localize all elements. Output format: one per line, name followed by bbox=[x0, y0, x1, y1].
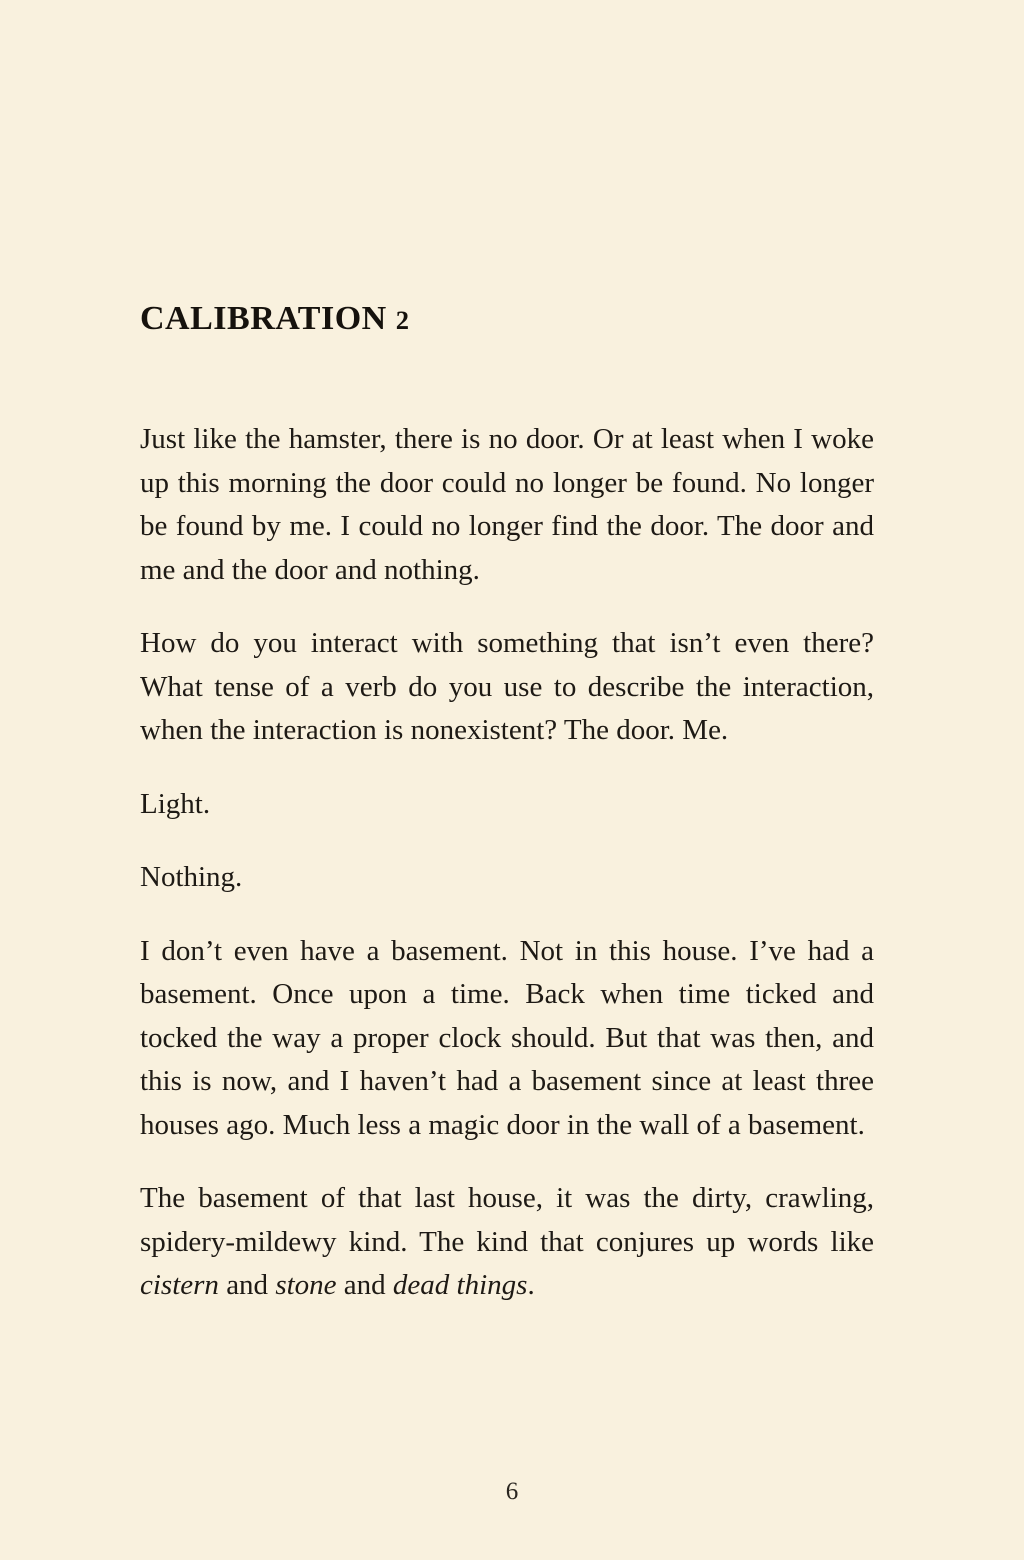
text-run: The basement of that last house, it was the dirty, crawling, spidery-mildewy kind. The kind that conjures up words like bbox=[140, 1182, 874, 1258]
text-run: Light. bbox=[140, 787, 211, 820]
chapter-title-text: CALIBRATION bbox=[140, 300, 387, 337]
paragraph bbox=[140, 622, 874, 753]
text-column bbox=[140, 0, 874, 1338]
paragraph bbox=[140, 856, 874, 900]
chapter-number: 2 bbox=[395, 305, 410, 335]
text-run: and bbox=[218, 1269, 276, 1301]
body-text bbox=[140, 418, 874, 1308]
italic-run: cistern bbox=[140, 1269, 219, 1301]
text-run: and bbox=[336, 1269, 393, 1301]
page-number: 6 bbox=[505, 1478, 519, 1505]
text-run: How do you interact with something that isn’t even there? What tense of a verb do you use to describe the interaction, when the interaction is nonexistent? The door. Me. bbox=[140, 627, 874, 746]
paragraph bbox=[140, 783, 874, 827]
text-run: Just like the hamster, there is no door. Or at least when I woke up this morning the door could no longer be found. No longer be found by me. I could no longer find the door. The door and me and the door and nothing. bbox=[140, 423, 874, 586]
paragraph bbox=[140, 930, 874, 1148]
text-run: . bbox=[527, 1269, 535, 1301]
text-run: Nothing. bbox=[140, 861, 243, 893]
italic-run: stone bbox=[275, 1269, 337, 1301]
italic-run: dead things bbox=[392, 1269, 528, 1301]
paragraph bbox=[140, 1177, 874, 1308]
text-run: I don’t even have a basement. Not in this house. I’ve had a basement. Once upon a time. Back when time ticked and tocked the way a proper clock should. But that was then, and this is now, and I haven’t had a basement since at least three houses ago. Much less a magic door in the wall of a basement. bbox=[140, 934, 874, 1141]
paragraph bbox=[140, 418, 874, 592]
chapter-title bbox=[140, 0, 874, 336]
